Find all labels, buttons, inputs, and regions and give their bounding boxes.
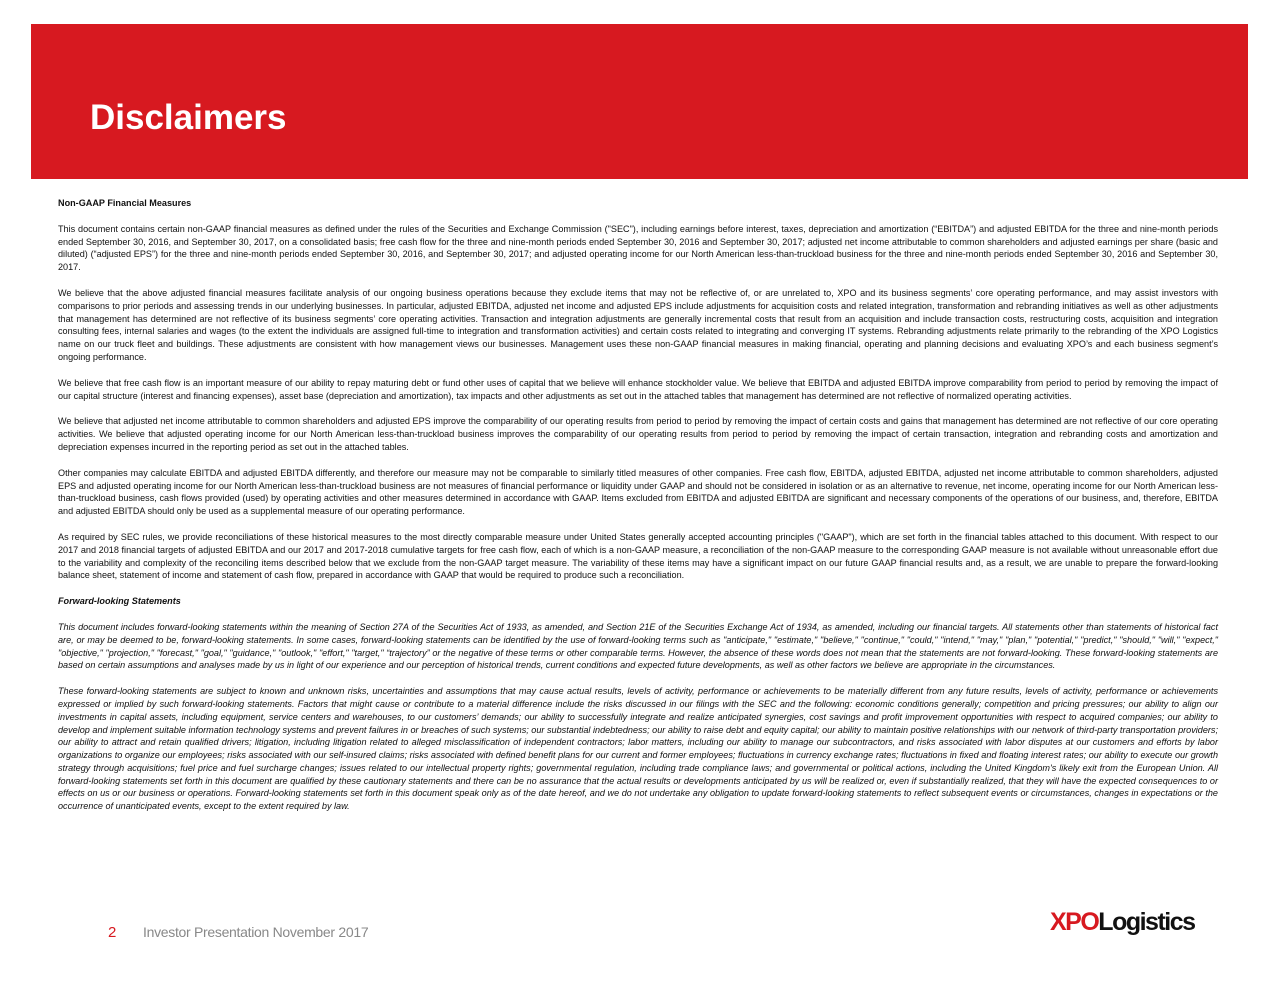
xpo-logistics-logo [1050,910,1195,935]
paragraph-forward-looking: This document includes forward-looking statements within the meaning of Section 27A of the Securities Act of 1933, as amended, and Section 21E of the Securities Exchange Act of 1934, as amended, including our financial targets. All statements other than statements of historical fact are, or may be deemed to be, forward-looking statements. In some cases, forward-looking statements can be identified by the use of forward-looking terms such as "anticipate," "estimate," "believe," "continue," "could," "intend," "may," "plan," "potential," "predict," "should," "will," "expect," "objective," "projection," "forecast," "goal," "guidance," "outlook," "effort," "target," “trajectory” or the negative of these terms or other comparable terms. However, the absence of these words does not mean that the statements are not forward-looking. These forward-looking statements are based on certain assumptions and analyses made by us in light of our experience and our perception of historical trends, current conditions and expected future developments, as well as other factors we believe are appropriate in the circumstances. [58,621,1218,671]
logo-logistics: Logistics [1098,908,1195,936]
paragraph-risks: These forward-looking statements are subject to known and unknown risks, uncertainties and assumptions that may cause actual results, levels of activity, performance or achievements to be materially different from any future results, levels of activity, performance or achievements expressed or implied by such forward-looking statements. Factors that might cause or contribute to a material difference include the risks discussed in our filings with the SEC and the following: economic conditions generally; competition and pricing pressures; our ability to align our investments in capital assets, including equipment, service centers and warehouses, to our customers’ demands; our ability to successfully integrate and realize anticipated synergies, cost savings and profit improvement opportunities with respect to acquired companies; our ability to develop and implement suitable information technology systems and prevent failures in or breaches of such systems; our substantial indebtedness; our ability to raise debt and equity capital; our ability to maintain positive relationships with our network of third-party transportation providers; our ability to attract and retain qualified drivers; litigation, including litigation related to alleged misclassification of independent contractors; labor matters, including our ability to manage our subcontractors, and risks associated with labor disputes at our customers and efforts by labor organizations to organize our employees; risks associated with our self-insured claims; risks associated with defined benefit plans for our current and former employees; fluctuations in currency exchange rates; fluctuations in fixed and floating interest rates; our ability to execute our growth strategy through acquisitions; fuel price and fuel surcharge changes; issues related to our intellectual property rights; governmental regulation, including trade compliance laws; and governmental or political actions, including the United Kingdom's likely exit from the European Union. All forward-looking statements set forth in this document are qualified by these cautionary statements and there can be no assurance that the actual results or developments anticipated by us will be realized or, even if substantially realized, that they will have the expected consequences to or effects on us or our business or operations. Forward-looking statements set forth in this document speak only as of the date hereof, and we do not undertake any obligation to update forward-looking statements to reflect subsequent events or circumstances, changes in expectations or the occurrence of unanticipated events, except to the extent required by law. [58,686,1218,812]
paragraph-adjusted-net-income: We believe that adjusted net income attributable to common shareholders and adjusted EPS improve the comparability of our operating results from period to period by removing the impact of certain costs and gains that management has determined are not reflective of our core operating activities. We believe that adjusted operating income for our North American less-than-truckload business improves the comparability of our operating results from period to period by removing the impact of certain transaction, integration and rebranding costs and amortization and depreciation expenses incurred in the reporting period as set out in the attached tables. [58,416,1218,452]
page-title: Disclaimers [90,98,287,137]
header-banner [31,24,1248,179]
presentation-title: Investor Presentation November 2017 [143,924,369,940]
paragraph-reconciliations: As required by SEC rules, we provide reconciliations of these historical measures to the most directly comparable measure under United States generally accepted accounting principles ("GAAP"), which are set forth in the financial tables attached to this document. With respect to our 2017 and 2018 financial targets of adjusted EBITDA and our 2017 and 2017-2018 cumulative targets for free cash flow, each of which is a non-GAAP measure, a reconciliation of the non-GAAP measure to the corresponding GAAP measure is not available without unreasonable effort due to the variability and complexity of the reconciling items described below that we exclude from the non-GAAP target measure. The variability of these items may have a significant impact on our future GAAP financial results and, as a result, we are unable to prepare the forward-looking balance sheet, statement of income and statement of cash flow, prepared in accordance with GAAP that would be required to produce such a reconciliation. [58,531,1218,581]
paragraph-other-companies: Other companies may calculate EBITDA and adjusted EBITDA differently, and therefore our measure may not be comparable to similarly titled measures of other companies. Free cash flow, EBITDA, adjusted EBITDA, adjusted net income attributable to common shareholders, adjusted EPS and adjusted operating income for our North American less-than-truckload business are not measures of financial performance or liquidity under GAAP and should not be considered in isolation or as an alternative to revenue, net income, operating income for our North American less-than-truckload business, cash flows provided (used) by operating activities and other measures determined in accordance with GAAP. Items excluded from EBITDA and adjusted EBITDA are significant and necessary components of the operations of our business, and, therefore, EBITDA and adjusted EBITDA should only be used as a supplemental measure of our operating performance. [58,467,1218,517]
paragraph-non-gaap-measures: This document contains certain non-GAAP financial measures as defined under the rules of the Securities and Exchange Commission ("SEC"), including earnings before interest, taxes, depreciation and amortization (“EBITDA”) and adjusted EBITDA for the three and nine-month periods ended September 30, 2016, and September 30, 2017, on a consolidated basis; free cash flow for the three and nine-month periods ended September 30, 2016 and September 30, 2017; adjusted net income attributable to common shareholders and adjusted earnings per share (basic and diluted) (“adjusted EPS”) for the three and nine-month periods ended September 30, 2016, and September 30, 2017; and adjusted operating income for our North American less-than-truckload business for the three and nine-month periods ended September 30, 2016 and September 30, 2017. [58,223,1218,273]
logo-xpo: XPO [1050,908,1099,936]
non-gaap-heading: Non-GAAP Financial Measures [58,198,192,208]
page-number: 2 [108,924,117,941]
forward-looking-heading: Forward-looking Statements [58,596,181,607]
paragraph-free-cash-flow: We believe that free cash flow is an important measure of our ability to repay maturing debt or fund other uses of capital that we believe will enhance stockholder value. We believe that EBITDA and adjusted EBITDA improve comparability from period to period by removing the impact of our capital structure (interest and financing expenses), asset base (depreciation and amortization), tax impacts and other adjustments as set out in the attached tables that management has determined are not reflective of normalized operating activities. [58,377,1218,401]
disclaimer-body [58,197,1218,826]
paragraph-adjusted-measures: We believe that the above adjusted financial measures facilitate analysis of our ongoing business operations because they exclude items that may not be reflective of, or are unrelated to, XPO and its business segments’ core operating performance, and may assist investors with comparisons to prior periods and assessing trends in our underlying businesses. In particular, adjusted EBITDA, adjusted net income and adjusted EPS include adjustments for acquisition costs and related integration, transformation and rebranding initiatives as well as other adjustments that management has determined are not reflective of its business segments’ core operating activities. Transaction and integration adjustments are generally incremental costs that result from an acquisition and include transaction costs, restructuring costs, acquisition and integration consulting fees, internal salaries and wages (to the extent the individuals are assigned full-time to integration and transformation activities) and certain costs related to integrating and converging IT systems. Rebranding adjustments relate primarily to the rebranding of the XPO Logistics name on our truck fleet and buildings. These adjustments are consistent with how management views our businesses. Management uses these non-GAAP financial measures in making financial, operating and planning decisions and evaluating XPO’s and each business segment’s ongoing performance. [58,287,1218,362]
